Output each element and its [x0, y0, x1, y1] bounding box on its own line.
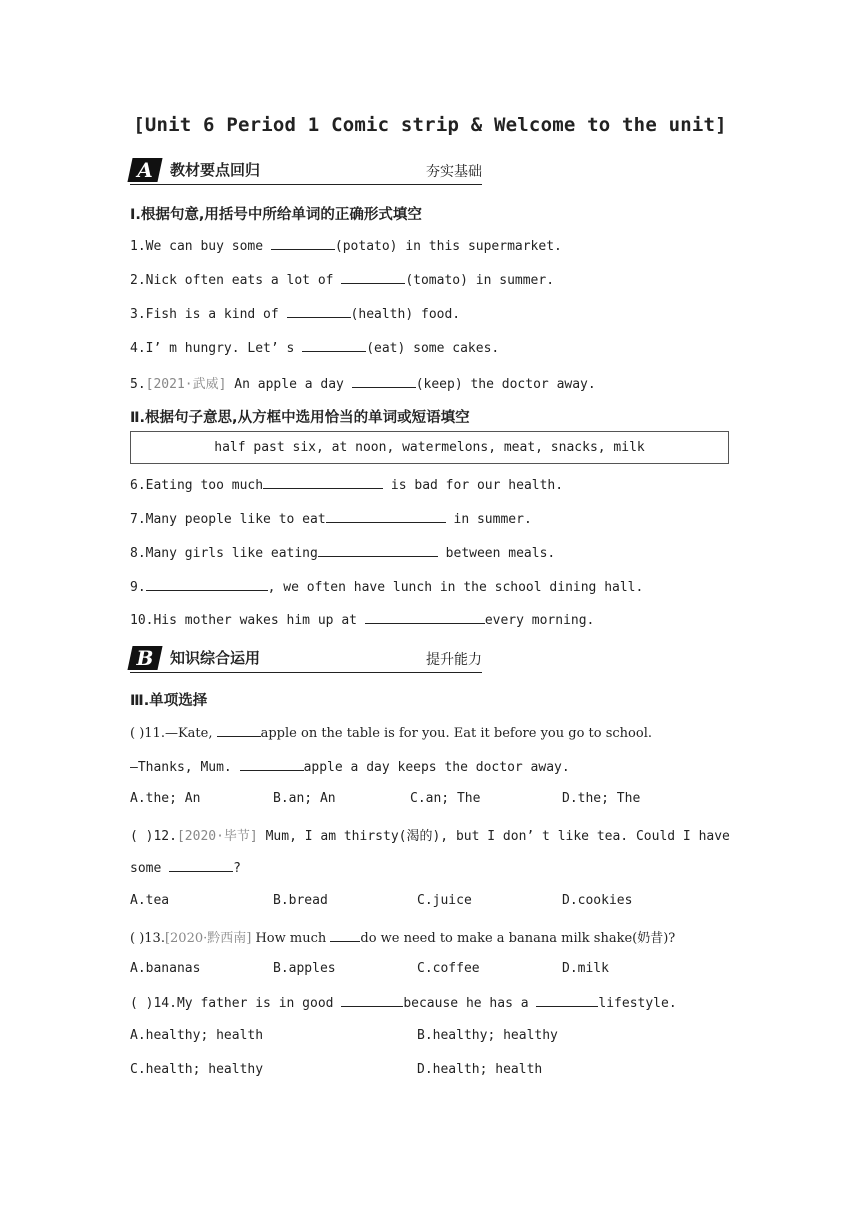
q8-tail: between meals. [437, 546, 556, 561]
question-14 [130, 994, 677, 1011]
q12-source: [2020·毕节] [176, 829, 258, 844]
q14-option-d[interactable]: D.health; health [417, 1062, 543, 1077]
question-6 [130, 476, 563, 493]
q13-tail: do we need to make a banana milk shake(奶昔)? [360, 931, 676, 946]
word-box: half past six, at noon, watermelons, meat, snacks, milk [130, 431, 729, 464]
band-b-tag: 提升能力 [426, 652, 482, 668]
q6-tail: is bad for our health. [383, 478, 564, 493]
question-7 [130, 510, 532, 527]
question-10 [130, 611, 594, 628]
q3-text: 3.Fish is a kind of [130, 307, 287, 322]
q11-option-a[interactable]: A.the; An [130, 791, 201, 806]
q13-source: [2020·黔西南] [164, 931, 252, 946]
question-13 [130, 927, 675, 946]
q14-option-c[interactable]: C.health; healthy [130, 1062, 264, 1077]
q5-blank[interactable] [352, 375, 416, 388]
q11-blank-2[interactable] [240, 758, 304, 771]
q11-blank-1[interactable] [217, 724, 261, 737]
q11-option-c[interactable]: C.an; The [410, 791, 481, 806]
q5-source: [2021·武威] [145, 377, 227, 392]
q11-option-b[interactable]: B.an; An [273, 791, 336, 806]
q7-blank[interactable] [326, 510, 446, 523]
q14-option-a[interactable]: A.healthy; health [130, 1028, 264, 1043]
question-1 [130, 237, 562, 254]
band-b-badge [127, 646, 162, 670]
q13-option-d[interactable]: D.milk [562, 961, 609, 976]
q7-text: 7.Many people like to eat [130, 512, 326, 527]
q4-blank[interactable] [302, 339, 366, 352]
q8-text: 8.Many girls like eating [130, 546, 318, 561]
question-11 [130, 724, 652, 741]
q14-tail: lifestyle. [598, 996, 677, 1011]
q13-option-a[interactable]: A.bananas [130, 961, 201, 976]
q13-option-c[interactable]: C.coffee [417, 961, 480, 976]
section-1-heading: Ⅰ.根据句意,用括号中所给单词的正确形式填空 [130, 207, 422, 223]
q9-blank[interactable] [146, 578, 268, 591]
page-title: [Unit 6 Period 1 Comic strip & Welcome to the unit] [133, 114, 727, 136]
q10-tail: every morning. [484, 613, 595, 628]
q12-cont-tail: ? [233, 861, 241, 876]
q12-option-c[interactable]: C.juice [417, 893, 472, 908]
question-9 [130, 578, 643, 595]
q9-tail: , we often have lunch in the school dining hall. [267, 580, 644, 595]
q14-mid: because he has a [403, 996, 537, 1011]
q2-blank[interactable] [341, 271, 405, 284]
q4-text: 4.I’ m hungry. Let’ s [130, 341, 303, 356]
question-12-cont [130, 859, 241, 876]
q12-option-a[interactable]: A.tea [130, 893, 170, 908]
question-8 [130, 544, 555, 561]
q12-blank[interactable] [169, 859, 233, 872]
question-5 [130, 373, 596, 392]
q8-blank[interactable] [318, 544, 438, 557]
q10-text: 10.His mother wakes him up at [130, 613, 365, 628]
section-band-b [130, 644, 482, 673]
q13-text: How much [251, 931, 331, 946]
question-2 [130, 271, 554, 288]
q12-number: ( )12. [130, 829, 177, 844]
q14-blank-1[interactable] [341, 994, 403, 1007]
q14-blank-2[interactable] [536, 994, 598, 1007]
q7-tail: in summer. [445, 512, 532, 527]
q5-number: 5. [130, 377, 146, 392]
q13-option-b[interactable]: B.apples [273, 961, 336, 976]
q2-text: 2.Nick often eats a lot of [130, 273, 342, 288]
question-12 [130, 825, 730, 844]
q6-text: 6.Eating too much [130, 478, 264, 493]
q13-number: ( )13. [130, 931, 165, 946]
q14-option-b[interactable]: B.healthy; healthy [417, 1028, 558, 1043]
q11-text: ( )11.—Kate, [130, 726, 217, 741]
q4-tail: (eat) some cakes. [366, 341, 500, 356]
question-4 [130, 339, 499, 356]
q12-text: Mum, I am thirsty(渴的), but I don’ t like tea. Could I have [257, 829, 730, 844]
q1-blank[interactable] [271, 237, 335, 250]
q1-text: 1.We can buy some [130, 239, 271, 254]
q10-blank[interactable] [365, 611, 485, 624]
section-2-heading: Ⅱ.根据句子意思,从方框中选用恰当的单词或短语填空 [130, 410, 470, 426]
band-a-title: 教材要点回归 [170, 161, 261, 179]
band-b-letter: B [136, 646, 154, 670]
q11-reply-tail: apple a day keeps the doctor away. [303, 760, 570, 775]
q12-cont-text: some [130, 861, 170, 876]
q3-blank[interactable] [287, 305, 351, 318]
question-3 [130, 305, 460, 322]
q6-blank[interactable] [263, 476, 383, 489]
band-a-tag: 夯实基础 [426, 164, 482, 180]
band-a-badge [127, 158, 162, 182]
q12-option-d[interactable]: D.cookies [562, 893, 633, 908]
q5-tail: (keep) the doctor away. [415, 377, 596, 392]
q13-blank[interactable] [330, 929, 360, 942]
q5-text: An apple a day [226, 377, 352, 392]
q11-option-d[interactable]: D.the; The [562, 791, 641, 806]
q14-text: ( )14.My father is in good [130, 996, 342, 1011]
question-11-reply [130, 758, 570, 775]
q1-tail: (potato) in this supermarket. [334, 239, 562, 254]
section-band-a [130, 156, 482, 185]
q9-text: 9. [130, 580, 146, 595]
q11-reply-text: —Thanks, Mum. [130, 760, 240, 775]
q11-tail: apple on the table is for you. Eat it before you go to school. [260, 726, 652, 741]
q2-tail: (tomato) in summer. [405, 273, 555, 288]
q12-option-b[interactable]: B.bread [273, 893, 328, 908]
section-3-heading: Ⅲ.单项选择 [130, 693, 208, 709]
band-a-letter: A [137, 158, 153, 182]
q3-tail: (health) food. [350, 307, 461, 322]
band-b-title: 知识综合运用 [170, 649, 261, 667]
